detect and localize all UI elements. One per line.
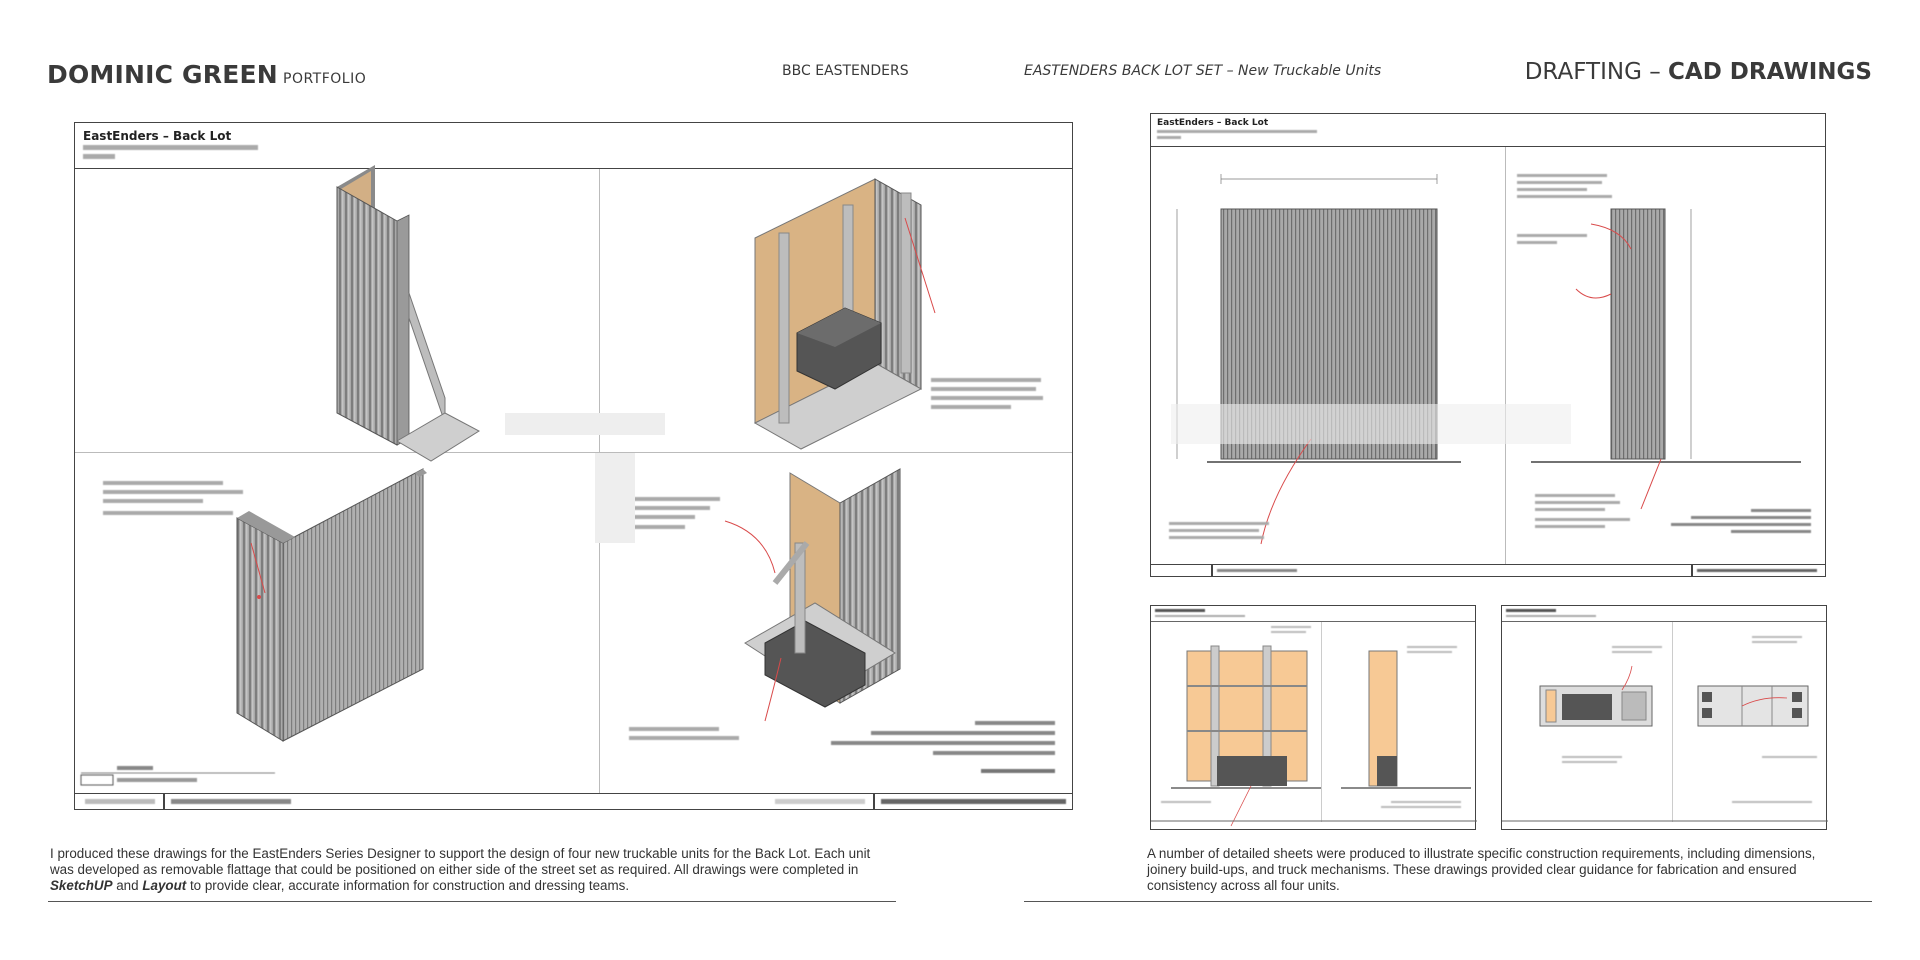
side-elevation xyxy=(1531,209,1801,509)
annotation-text-q2 xyxy=(931,378,1043,409)
isometric-drawings xyxy=(75,123,1074,811)
detail-drawings-two xyxy=(1502,606,1828,831)
detail-sheet-two xyxy=(1501,605,1827,830)
detail-drawings-one xyxy=(1151,606,1477,831)
front-elevation xyxy=(1177,174,1461,544)
portfolio-brand xyxy=(47,60,366,89)
annotation-text-q3 xyxy=(103,481,243,515)
project-title: EASTENDERS BACK LOT SET – New Truckable Units xyxy=(1024,63,1382,79)
sheet-title: EastEnders – Back Lot xyxy=(83,129,232,143)
left-caption-rule xyxy=(48,901,896,902)
right-caption: A number of detailed sheets were produced to illustrate specific construction requirements, including dimensions, joinery build-ups, and truck mechanisms. These drawings provided clear guidance for fabrication and ensured consistency across all four units. xyxy=(1147,846,1816,893)
section-prefix: DRAFTING – xyxy=(1524,59,1661,85)
iso-unit-open-box xyxy=(755,179,935,449)
sheet-scale-note xyxy=(81,766,275,785)
sketchup-term: SketchUP xyxy=(50,878,113,893)
elevation-sheet-title: EastEnders – Back Lot xyxy=(1157,118,1269,128)
elevation-watermark xyxy=(1171,404,1571,444)
elevation-drawing-sheet xyxy=(1150,113,1826,577)
iso-unit-u-shaped xyxy=(237,469,427,741)
elevation-drawings xyxy=(1151,114,1827,578)
iso-unit-front-left xyxy=(337,165,479,461)
right-caption-rule xyxy=(1024,901,1872,902)
left-caption: I produced these drawings for the EastEnders Series Designer to support the design of four new truckable units for the Back Lot. Each unit was developed as removable flattage that could be positioned on either side of the street set as required. All drawings were completed in SketchUP and Layout to provide clear, accurate information for construction and dressing teams. xyxy=(50,846,871,893)
layout-term: Layout xyxy=(142,878,187,893)
iso-unit-weighted-box xyxy=(725,469,900,721)
portfolio-label: PORTFOLIO xyxy=(283,71,367,87)
watermark xyxy=(505,413,665,543)
client-name: BBC EASTENDERS xyxy=(782,63,909,79)
main-drawing-sheet xyxy=(74,122,1073,810)
section-title xyxy=(1525,59,1872,85)
detail-sheet-one xyxy=(1150,605,1476,830)
section-main: CAD DRAWINGS xyxy=(1668,59,1872,85)
author-name: DOMINIC GREEN xyxy=(47,60,278,89)
